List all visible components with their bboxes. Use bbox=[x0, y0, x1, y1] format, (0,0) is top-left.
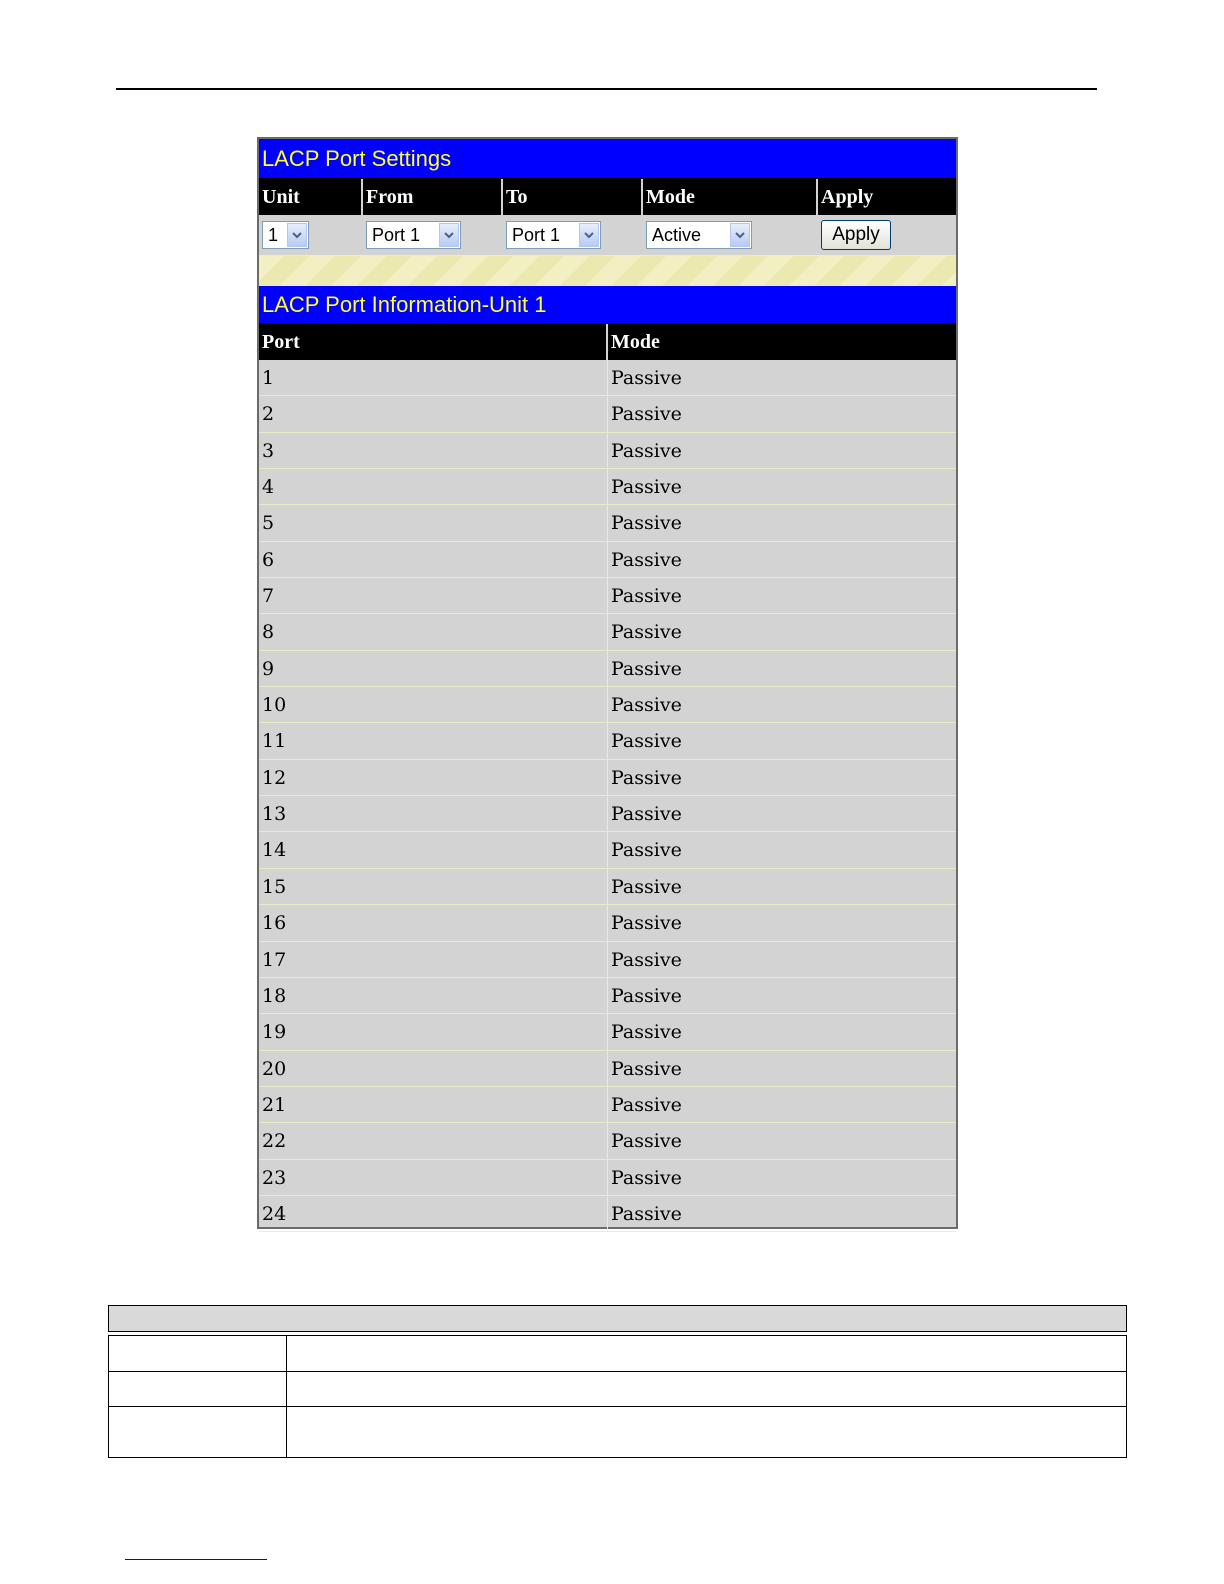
port-cell: 11 bbox=[259, 723, 608, 758]
port-cell: 20 bbox=[259, 1051, 608, 1086]
port-cell: 24 bbox=[259, 1196, 608, 1231]
mode-cell: Passive bbox=[611, 512, 682, 535]
table-row bbox=[259, 651, 956, 687]
mode-cell: Passive bbox=[611, 621, 682, 644]
table-row bbox=[259, 905, 956, 941]
mode-cell: Passive bbox=[611, 803, 682, 826]
table-row bbox=[259, 396, 956, 432]
mode-cell: Passive bbox=[611, 367, 682, 389]
port-cell: 1 bbox=[259, 360, 608, 395]
mode-cell: Passive bbox=[611, 1093, 682, 1116]
table-row bbox=[259, 760, 956, 796]
port-cell: 4 bbox=[259, 469, 608, 504]
port-cell: 15 bbox=[259, 869, 608, 904]
table-row bbox=[259, 1160, 956, 1196]
mode-cell: Passive bbox=[611, 548, 682, 571]
port-cell: 14 bbox=[259, 832, 608, 867]
port-cell: 22 bbox=[259, 1123, 608, 1158]
header-unit: Unit bbox=[259, 179, 363, 215]
section-divider bbox=[259, 255, 956, 286]
table-row bbox=[259, 869, 956, 905]
header-port: Port bbox=[259, 324, 608, 360]
to-port-select[interactable] bbox=[506, 221, 601, 249]
port-cell: 18 bbox=[259, 978, 608, 1013]
header-to: To bbox=[503, 179, 643, 215]
port-cell: 13 bbox=[259, 796, 608, 831]
info-title: LACP Port Information-Unit 1 bbox=[259, 286, 956, 324]
table-row bbox=[259, 469, 956, 505]
port-cell: 10 bbox=[259, 687, 608, 722]
info-rows bbox=[259, 360, 956, 1232]
mode-cell: Passive bbox=[611, 476, 682, 499]
table-row bbox=[259, 542, 956, 578]
description-row bbox=[109, 1336, 1126, 1372]
header-from: From bbox=[363, 179, 503, 215]
lacp-panel bbox=[257, 137, 958, 1229]
from-port-value: Port 1 bbox=[372, 224, 421, 245]
mode-cell: Passive bbox=[611, 875, 682, 898]
mode-cell: Passive bbox=[611, 403, 682, 426]
port-cell: 12 bbox=[259, 760, 608, 795]
description-key-cell bbox=[109, 1372, 287, 1406]
mode-cell: Passive bbox=[611, 730, 682, 753]
to-port-value: Port 1 bbox=[512, 224, 561, 245]
description-row bbox=[109, 1372, 1126, 1407]
description-table-header bbox=[108, 1305, 1127, 1332]
mode-cell: Passive bbox=[611, 1057, 682, 1080]
table-row bbox=[259, 1196, 956, 1232]
description-value-cell bbox=[287, 1407, 1126, 1457]
mode-cell: Passive bbox=[611, 585, 682, 608]
table-row bbox=[259, 505, 956, 541]
chevron-down-icon[interactable] bbox=[579, 223, 599, 247]
port-cell: 5 bbox=[259, 505, 608, 540]
table-row bbox=[259, 1014, 956, 1050]
unit-select[interactable] bbox=[262, 221, 309, 249]
chevron-down-icon[interactable] bbox=[287, 223, 307, 247]
apply-button[interactable]: Apply bbox=[821, 220, 891, 250]
mode-cell: Passive bbox=[611, 1202, 682, 1225]
settings-title: LACP Port Settings bbox=[259, 139, 956, 179]
unit-select-value: 1 bbox=[268, 224, 279, 245]
settings-control-row bbox=[259, 215, 956, 255]
chevron-down-icon[interactable] bbox=[730, 223, 750, 247]
mode-cell: Passive bbox=[611, 839, 682, 862]
info-header-row bbox=[259, 324, 956, 360]
mode-cell: Passive bbox=[611, 439, 682, 462]
header-apply: Apply bbox=[821, 186, 874, 208]
port-cell: 6 bbox=[259, 542, 608, 577]
mode-select-value: Active bbox=[652, 224, 702, 245]
table-row bbox=[259, 1051, 956, 1087]
description-value-cell bbox=[287, 1372, 1126, 1406]
table-row bbox=[259, 978, 956, 1014]
header-rule bbox=[116, 88, 1097, 90]
description-table bbox=[108, 1305, 1127, 1458]
mode-cell: Passive bbox=[611, 948, 682, 971]
port-cell: 2 bbox=[259, 396, 608, 431]
mode-cell: Passive bbox=[611, 912, 682, 935]
port-cell: 3 bbox=[259, 433, 608, 468]
chevron-down-icon[interactable] bbox=[439, 223, 459, 247]
port-cell: 8 bbox=[259, 614, 608, 649]
table-row bbox=[259, 1123, 956, 1159]
mode-cell: Passive bbox=[611, 984, 682, 1007]
mode-cell: Passive bbox=[611, 1166, 682, 1189]
description-value-cell bbox=[287, 1336, 1126, 1371]
port-cell: 9 bbox=[259, 651, 608, 686]
table-row bbox=[259, 942, 956, 978]
header-mode: Mode bbox=[643, 179, 818, 215]
port-cell: 7 bbox=[259, 578, 608, 613]
description-key-cell bbox=[109, 1336, 287, 1371]
description-key-cell bbox=[109, 1407, 287, 1457]
table-row bbox=[259, 687, 956, 723]
settings-header-row bbox=[259, 179, 956, 215]
footer-link-underline bbox=[125, 1559, 267, 1560]
mode-select[interactable] bbox=[646, 221, 752, 249]
port-cell: 17 bbox=[259, 942, 608, 977]
port-cell: 23 bbox=[259, 1160, 608, 1195]
mode-cell: Passive bbox=[611, 766, 682, 789]
table-row bbox=[259, 1087, 956, 1123]
from-port-select[interactable] bbox=[366, 221, 461, 249]
mode-cell: Passive bbox=[611, 657, 682, 680]
header-port-mode: Mode bbox=[611, 331, 660, 353]
table-row bbox=[259, 723, 956, 759]
table-row bbox=[259, 832, 956, 868]
table-row bbox=[259, 433, 956, 469]
mode-cell: Passive bbox=[611, 1021, 682, 1044]
port-cell: 21 bbox=[259, 1087, 608, 1122]
table-row bbox=[259, 614, 956, 650]
table-row bbox=[259, 578, 956, 614]
table-row bbox=[259, 360, 956, 396]
mode-cell: Passive bbox=[611, 694, 682, 717]
port-cell: 19 bbox=[259, 1014, 608, 1049]
mode-cell: Passive bbox=[611, 1130, 682, 1153]
table-row bbox=[259, 796, 956, 832]
description-row bbox=[109, 1407, 1126, 1458]
port-cell: 16 bbox=[259, 905, 608, 940]
